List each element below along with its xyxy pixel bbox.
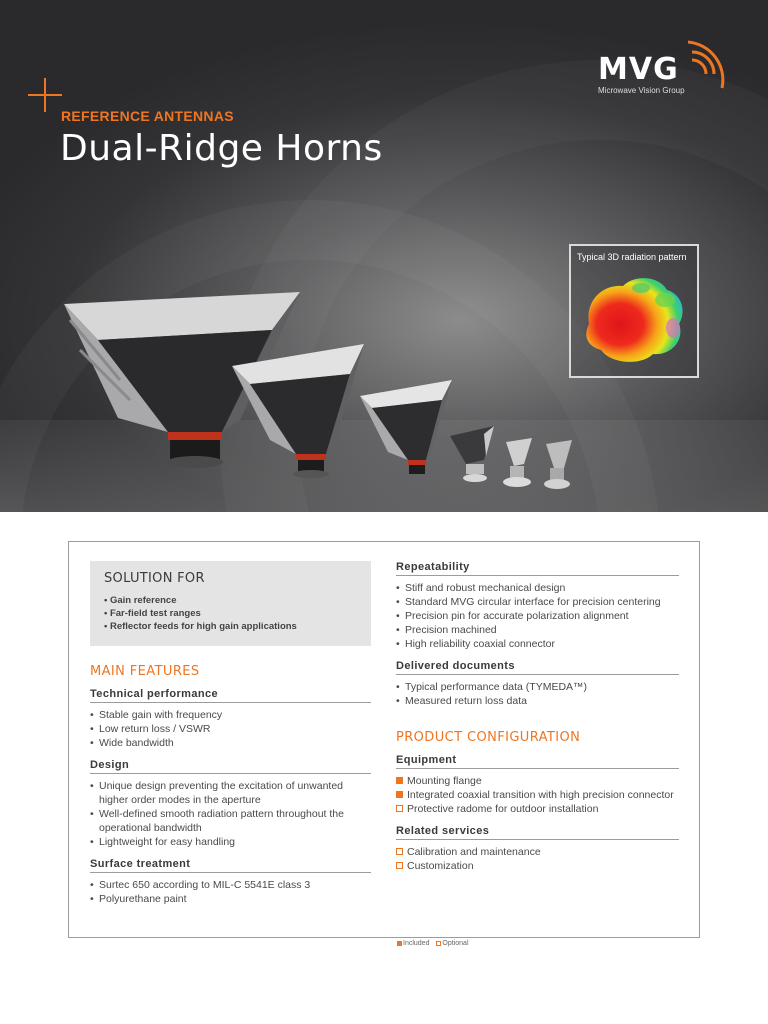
legend-optional bbox=[436, 940, 468, 947]
list-item-text: Protective radome for outdoor installation bbox=[407, 803, 599, 815]
list-item-text: Integrated coaxial transition with high precision connector bbox=[407, 789, 674, 801]
list-item: • Precision machined bbox=[396, 623, 679, 637]
optional-checkbox-icon bbox=[396, 862, 403, 869]
solution-item-text: Reflector feeds for high gain applications bbox=[109, 621, 297, 632]
equipment-heading: Equipment bbox=[396, 754, 679, 769]
list-item bbox=[396, 774, 679, 788]
solution-for-box bbox=[90, 561, 371, 646]
list-item: • Stable gain with frequency bbox=[90, 708, 371, 722]
technical-performance-list bbox=[90, 708, 371, 750]
list-item-text: Mounting flange bbox=[407, 775, 482, 787]
list-item bbox=[396, 859, 679, 873]
solution-for-heading: SOLUTION FOR bbox=[104, 571, 205, 586]
horn-antennas-photo bbox=[0, 220, 620, 512]
list-item: • Lightweight for easy handling bbox=[90, 835, 371, 849]
included-checkbox-icon bbox=[396, 777, 403, 784]
delivered-documents-list bbox=[396, 680, 679, 708]
legend-included bbox=[397, 940, 429, 947]
specifications-panel bbox=[68, 541, 700, 938]
list-item: • Precision pin for accurate polarization alignment bbox=[396, 609, 679, 623]
logo-wordmark: MVG bbox=[598, 52, 679, 87]
product-configuration-heading: PRODUCT CONFIGURATION bbox=[396, 730, 581, 745]
legend-optional-label: Optional bbox=[442, 940, 469, 947]
list-item: • Typical performance data (TYMEDA™) bbox=[396, 680, 679, 694]
solution-item-text: Gain reference bbox=[109, 595, 177, 606]
solution-item: • Reflector feeds for high gain applications bbox=[104, 621, 297, 632]
technical-performance-heading: Technical performance bbox=[90, 688, 371, 703]
list-item: • Stiff and robust mechanical design bbox=[396, 581, 679, 595]
related-services-list bbox=[396, 845, 679, 873]
solution-item: • Far-field test ranges bbox=[104, 608, 201, 619]
list-item: • High reliability coaxial connector bbox=[396, 637, 679, 651]
list-item: • Low return loss / VSWR bbox=[90, 722, 371, 736]
optional-checkbox-icon bbox=[396, 848, 403, 855]
solution-item: • Gain reference bbox=[104, 595, 177, 606]
list-item: • Measured return loss data bbox=[396, 694, 679, 708]
included-square-icon bbox=[397, 941, 402, 946]
surface-treatment-heading: Surface treatment bbox=[90, 858, 371, 873]
optional-square-icon bbox=[436, 941, 441, 946]
solution-list bbox=[104, 594, 357, 633]
list-item-text: Customization bbox=[407, 860, 474, 872]
included-checkbox-icon bbox=[396, 791, 403, 798]
left-column bbox=[90, 561, 371, 906]
plus-icon bbox=[28, 78, 62, 112]
small-horn-image bbox=[360, 380, 452, 474]
delivered-documents-heading: Delivered documents bbox=[396, 660, 679, 675]
list-item: • Wide bandwidth bbox=[90, 736, 371, 750]
list-item: • Unique design preventing the excitation of unwanted higher order modes in the aperture bbox=[90, 779, 371, 807]
right-column bbox=[396, 561, 679, 873]
list-item: • Polyurethane paint bbox=[90, 892, 371, 906]
signal-waves-icon bbox=[688, 38, 732, 102]
surface-treatment-list bbox=[90, 878, 371, 906]
legend bbox=[397, 940, 474, 947]
equipment-list bbox=[396, 774, 679, 816]
category-label: REFERENCE ANTENNAS bbox=[61, 108, 234, 124]
design-heading: Design bbox=[90, 759, 371, 774]
brand-logo bbox=[596, 38, 736, 108]
list-item: • Surtec 650 according to MIL-C 5541E class 3 bbox=[90, 878, 371, 892]
repeatability-list bbox=[396, 581, 679, 651]
tiny-horns-image bbox=[450, 426, 572, 489]
repeatability-heading: Repeatability bbox=[396, 561, 679, 576]
medium-horn-image bbox=[232, 344, 364, 478]
list-item bbox=[396, 845, 679, 859]
solution-item-text: Far-field test ranges bbox=[109, 608, 201, 619]
design-list bbox=[90, 779, 371, 849]
list-item: • Standard MVG circular interface for precision centering bbox=[396, 595, 679, 609]
legend-included-label: Included bbox=[403, 940, 430, 947]
list-item-text: Calibration and maintenance bbox=[407, 846, 541, 858]
list-item bbox=[396, 788, 679, 802]
page-title: Dual-Ridge Horns bbox=[60, 128, 383, 169]
radiation-pattern-caption: Typical 3D radiation pattern bbox=[577, 252, 687, 262]
logo-subtitle: Microwave Vision Group bbox=[598, 86, 685, 95]
optional-checkbox-icon bbox=[396, 805, 403, 812]
related-services-heading: Related services bbox=[396, 825, 679, 840]
list-item: • Well-defined smooth radiation pattern throughout the operational bandwidth bbox=[90, 807, 371, 835]
list-item bbox=[396, 802, 679, 816]
main-features-heading: MAIN FEATURES bbox=[90, 664, 200, 679]
